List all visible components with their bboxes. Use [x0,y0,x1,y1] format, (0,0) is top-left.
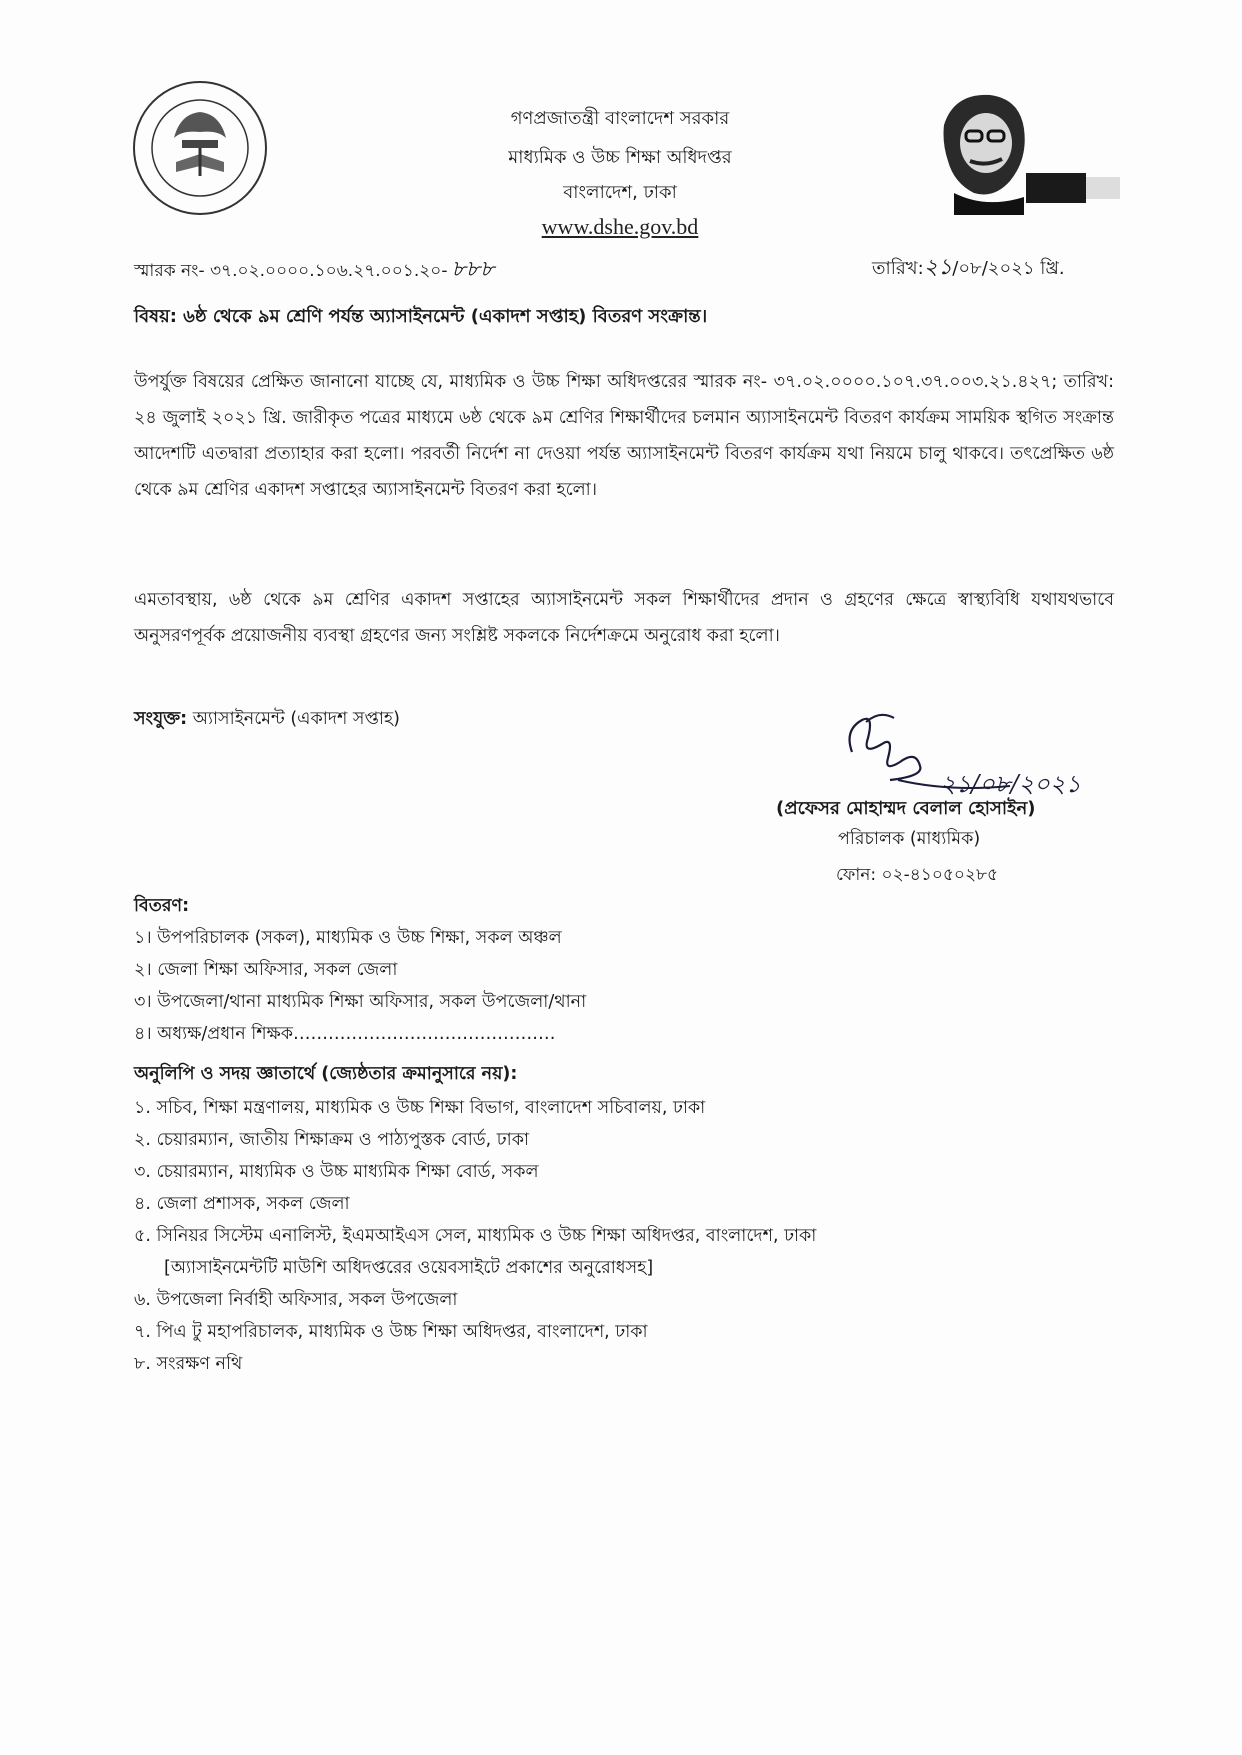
copies-item: ৩. চেয়ারম্যান, মাধ্যমিক ও উচ্চ মাধ্যমিক শিক্ষা বোর্ড, সকল [134,1162,539,1182]
copies-item-note: [অ্যাসাইনমেন্টটি মাউশি অধিদপ্তরের ওয়েবসাইটে প্রকাশের অনুরোধসহ] [164,1258,654,1278]
distribution-item: ১। উপপরিচালক (সকল), মাধ্যমিক ও উচ্চ শিক্ষা, সকল অঞ্চল [134,928,562,948]
attachment-label: সংযুক্ত: [134,709,188,729]
memo-number-text: স্মারক নং- ৩৭.০২.০০০০.১০৬.২৭.০০১.২০- [134,261,448,281]
distribution-item: ৪। অধ্যক্ষ/প্রধান শিক্ষক……………………………………… [134,1024,556,1044]
body-paragraph-1: উপর্যুক্ত বিষয়ের প্রেক্ষিত জানানো যাচ্ছে যে, মাধ্যমিক ও উচ্চ শিক্ষা অধিদপ্তরের স্মারক নং- ৩৭.০২.০০০০.১০৭.৩৭.০০৩.২১.৪২৭; তারিখ: ২৪ জুলাই ২০২১ খ্রি. জারীকৃত পত্রের মাধ্যমে ৬ষ্ঠ থেকে ৯ম শ্রেণির শিক্ষার্থীদের চলমান অ্যাসাইনমেন্ট বিতরণ কার্যক্রম সাময়িক স্থগিত সংক্রান্ত আদেশটি এতদ্বারা প্রত্যাহার করা হলো। পরবর্তী নির্দেশ না দেওয়া পর্যন্ত অ্যাসাইনমেন্ট বিতরণ কার্যক্রম যথা নিয়মে চালু থাকবে। তৎপ্রেক্ষিত ৬ষ্ঠ থেকে ৯ম শ্রেণির একাদশ সপ্তাহের অ্যাসাইনমেন্ট বিতরণ করা হলো। [134,372,1114,500]
copies-item: ২. চেয়ারম্যান, জাতীয় শিক্ষাক্রম ও পাঠ্যপুস্তক বোর্ড, ঢাকা [134,1130,530,1150]
copies-item: ৫. সিনিয়র সিস্টেম এনালিস্ট, ইএমআইএস সেল, মাধ্যমিক ও উচ্চ শিক্ষা অধিদপ্তর, বাংলাদেশ, ঢাকা [134,1226,817,1246]
distribution-heading: বিতরণ: [134,896,190,916]
header-directorate-name: মাধ্যমিক ও উচ্চ শিক্ষা অধিদপ্তর [508,147,732,168]
copies-heading: অনুলিপি ও সদয় জ্ঞাতার্থে (জ্যেষ্ঠতার ক্রমানুসারে নয়): [134,1064,518,1084]
memo-number [134,252,494,289]
signatory-title: পরিচালক (মাধ্যমিক) [838,829,981,849]
date-handwritten-day: ২১ [923,255,953,280]
distribution-item: ২। জেলা শিক্ষা অফিসার, সকল জেলা [134,960,398,980]
document-date [872,250,1065,287]
copies-item: ৪. জেলা প্রশাসক, সকল জেলা [134,1194,350,1214]
date-rest: /০৮/২০২১ খ্রি. [952,258,1065,279]
education-logo [128,78,272,218]
copies-item: ৮. সংরক্ষণ নথি [134,1354,243,1374]
signatory-name: (প্রফেসর মোহাম্মদ বেলাল হোসাইন) [776,798,1036,819]
memo-number-handwritten: ৮৮৮ [451,257,495,282]
distribution-item: ৩। উপজেলা/থানা মাধ্যমিক শিক্ষা অফিসার, সকল উপজেলা/থানা [134,992,587,1012]
signature-date: ২১/০৮/২০২১ [940,770,1081,798]
copies-item: ১. সচিব, শিক্ষা মন্ত্রণালয়, মাধ্যমিক ও উচ্চ শিক্ষা বিভাগ, বাংলাদেশ সচিবালয়, ঢাকা [134,1098,706,1118]
header-website-link[interactable]: www.dshe.gov.bd [541,214,699,239]
copies-item: ৭. পিএ টু মহাপরিচালক, মাধ্যমিক ও উচ্চ শিক্ষা অধিদপ্তর, বাংলাদেশ, ঢাকা [134,1322,648,1342]
subject-line: বিষয়: ৬ষ্ঠ থেকে ৯ম শ্রেণি পর্যন্ত অ্যাসাইনমেন্ট (একাদশ সপ্তাহ) বিতরণ সংক্রান্ত। [134,306,708,327]
mujib-100-logo [924,85,1124,215]
header-location: বাংলাদেশ, ঢাকা [563,182,677,203]
header-govt-name: গণপ্রজাতন্ত্রী বাংলাদেশ সরকার [510,108,730,129]
attachment-text: অ্যাসাইনমেন্ট (একাদশ সপ্তাহ) [192,709,400,729]
date-label: তারিখ: [872,258,924,279]
signatory-phone: ফোন: ০২-৪১০৫০২৮৫ [836,865,999,885]
attachment-line [134,706,400,735]
copies-item: ৬. উপজেলা নির্বাহী অফিসার, সকল উপজেলা [134,1290,458,1310]
body-paragraph-2: এমতাবস্থায়, ৬ষ্ঠ থেকে ৯ম শ্রেণির একাদশ সপ্তাহের অ্যাসাইনমেন্ট সকল শিক্ষার্থীদের প্রদান ও গ্রহণের ক্ষেত্রে স্বাস্থ্যবিধি যথাযথভাবে অনুসরণপূর্বক প্রয়োজনীয় ব্যবস্থা গ্রহণের জন্য সংশ্লিষ্ট সকলকে নির্দেশক্রমে অনুরোধ করা হলো। [134,590,1114,646]
